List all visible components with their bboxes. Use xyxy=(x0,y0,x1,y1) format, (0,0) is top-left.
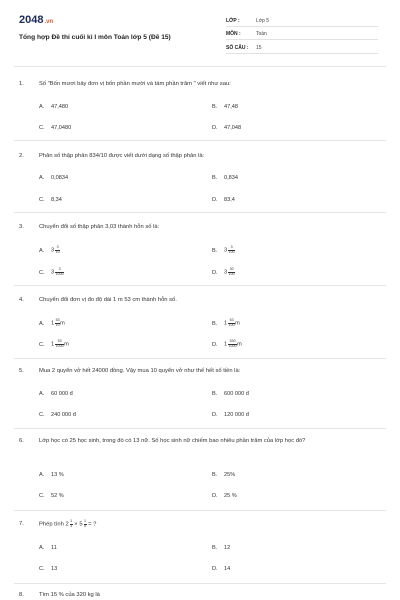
option-letter: C. xyxy=(39,493,45,499)
question-text: Chuyển đổi đơn vị đo độ dài 1 m 53 cm thành hỗn số. xyxy=(39,297,177,303)
info-row-count xyxy=(226,45,378,51)
numerator: 1 xyxy=(84,519,87,523)
option-5a[interactable] xyxy=(39,390,73,398)
numerator: 3 xyxy=(55,268,64,273)
option-6a[interactable] xyxy=(39,471,64,479)
option-3a[interactable] xyxy=(39,246,60,255)
option-value: 13 % xyxy=(51,472,64,478)
option-value: 25 % xyxy=(224,493,237,499)
option-letter: B. xyxy=(212,391,218,397)
header-separator xyxy=(14,66,386,67)
logo-suffix: .vn xyxy=(44,19,54,25)
option-2c[interactable] xyxy=(39,196,62,204)
question-6 xyxy=(19,437,381,446)
question-number: 4. xyxy=(19,297,24,303)
fraction xyxy=(228,268,235,276)
question-separator xyxy=(14,140,386,141)
mixed-whole: 1 xyxy=(224,320,228,327)
mixed-whole: 2 xyxy=(65,521,69,528)
option-letter: A. xyxy=(39,545,45,551)
text-suffix: = ? xyxy=(86,521,97,528)
option-2b[interactable] xyxy=(212,174,238,182)
numerator: 53 xyxy=(55,318,60,322)
fraction xyxy=(55,268,64,276)
denominator: 10 xyxy=(55,322,60,327)
fraction xyxy=(70,520,73,528)
option-4d[interactable] xyxy=(212,340,242,349)
question-number: 2. xyxy=(19,153,24,159)
option-1b[interactable] xyxy=(212,103,238,111)
question-text: Số "Bốn mươi bảy đơn vị bốn phần mười và tám phần trăm " viết như sau: xyxy=(39,81,231,87)
question-text: Mua 2 quyển vở hết 24000 đồng. Vậy mua 10 quyển vở như thế hết số tiền là: xyxy=(39,368,241,374)
option-value: 25% xyxy=(224,472,236,478)
question-number: 1. xyxy=(19,81,24,87)
option-6b[interactable] xyxy=(212,471,235,479)
option-letter: D. xyxy=(212,125,218,131)
mixed-whole: 5 xyxy=(79,521,83,528)
info-value: Lớp 5 xyxy=(256,18,270,24)
option-6c[interactable] xyxy=(39,492,64,500)
question-7 xyxy=(19,520,381,530)
option-value: 240 000 đ xyxy=(51,412,76,418)
option-letter: B. xyxy=(212,247,218,254)
divider xyxy=(226,39,378,40)
question-number: 7. xyxy=(19,521,24,527)
option-value: 0,834 xyxy=(224,175,238,181)
info-value: 15 xyxy=(256,45,262,51)
question-number: 5. xyxy=(19,368,24,374)
option-letter: A. xyxy=(39,104,45,110)
question-separator xyxy=(14,510,386,511)
option-value: 47,0480 xyxy=(51,125,72,131)
option-letter: D. xyxy=(212,341,218,348)
mixed-whole: 3 xyxy=(224,247,228,254)
numerator: 3 xyxy=(56,245,59,249)
option-letter: A. xyxy=(39,175,45,181)
info-key: SỐ CÂU : xyxy=(226,45,249,51)
option-letter: D. xyxy=(212,493,218,499)
question-2 xyxy=(19,152,381,161)
numerator: 53 xyxy=(229,318,234,322)
text-prefix: Phép tính xyxy=(39,521,66,528)
option-7d[interactable] xyxy=(212,565,230,573)
option-letter: B. xyxy=(212,175,218,181)
option-letter: C. xyxy=(39,125,45,131)
option-1d[interactable] xyxy=(212,124,241,132)
numerator: 1 xyxy=(70,519,73,523)
denominator: 100 xyxy=(228,249,235,254)
unit: m xyxy=(60,320,65,327)
option-4c[interactable] xyxy=(39,340,69,349)
option-value: 8,34 xyxy=(51,197,62,203)
option-value: 47,48 xyxy=(224,104,238,110)
option-letter: C. xyxy=(39,412,45,418)
denominator: 1000 xyxy=(228,343,237,348)
option-2a[interactable] xyxy=(39,174,68,182)
option-value: 14 xyxy=(224,566,231,572)
question-number: 8. xyxy=(19,592,24,598)
option-value: 11 xyxy=(51,545,57,551)
option-6d[interactable] xyxy=(212,492,237,500)
question-4 xyxy=(19,296,381,305)
option-value: 0,0834 xyxy=(51,175,69,181)
question-number: 3. xyxy=(19,224,24,230)
option-7a[interactable] xyxy=(39,544,57,552)
divider xyxy=(226,53,378,54)
option-5d[interactable] xyxy=(212,411,249,419)
unit: m xyxy=(235,320,240,327)
option-letter: D. xyxy=(212,412,218,418)
question-3 xyxy=(19,223,381,232)
denominator: 100 xyxy=(228,322,235,327)
option-letter: D. xyxy=(212,197,218,203)
logo-text: 2048 xyxy=(19,14,44,26)
option-letter: C. xyxy=(39,197,45,203)
fraction xyxy=(55,246,60,254)
option-value: 47,480 xyxy=(51,104,69,110)
site-logo[interactable] xyxy=(19,14,53,26)
option-letter: B. xyxy=(212,545,218,551)
denominator: 5 xyxy=(84,523,87,528)
document-title: Tổng hợp Đề thi cuối kì I môn Toán lớp 5 (Đề 15) xyxy=(19,34,171,41)
option-value: 13 xyxy=(51,566,58,572)
fraction xyxy=(228,246,235,254)
option-value: 52 % xyxy=(51,493,64,499)
question-separator xyxy=(14,212,386,213)
denominator: 10 xyxy=(55,249,60,254)
mixed-whole: 3 xyxy=(51,269,55,276)
question-8 xyxy=(19,591,381,600)
question-separator xyxy=(14,583,386,584)
option-5c[interactable] xyxy=(39,411,76,419)
option-7c[interactable] xyxy=(39,565,57,573)
option-4b[interactable] xyxy=(212,319,240,328)
question-text: Tìm 15 % của 320 kg là xyxy=(39,592,100,598)
denominator: 3 xyxy=(70,523,73,528)
option-letter: B. xyxy=(212,320,218,327)
divider xyxy=(226,26,378,27)
mixed-whole: 3 xyxy=(51,247,55,254)
option-1a[interactable] xyxy=(39,103,68,111)
fraction xyxy=(55,340,64,348)
question-text: Chuyển đổi số thập phân 3,03 thành hỗn số là: xyxy=(39,224,160,230)
info-key: LỚP : xyxy=(226,18,240,24)
option-value: 12 xyxy=(224,545,231,551)
option-letter: B. xyxy=(212,104,218,110)
question-1 xyxy=(19,80,381,89)
unit: m xyxy=(237,341,242,348)
option-value: 600 000 đ xyxy=(224,391,249,397)
info-key: MÔN : xyxy=(226,31,241,37)
option-value: 60 000 đ xyxy=(51,391,73,397)
mixed-whole: 1 xyxy=(51,341,55,348)
question-separator xyxy=(14,285,386,286)
numerator: 30 xyxy=(229,267,234,271)
question-text xyxy=(39,520,381,530)
info-row-subject xyxy=(226,31,378,37)
mixed-whole: 1 xyxy=(224,341,228,348)
option-value: 120 000 đ xyxy=(224,412,249,418)
option-value: 83,4 xyxy=(224,197,235,203)
numerator: 3 xyxy=(228,246,235,251)
option-letter: B. xyxy=(212,472,218,478)
mixed-whole: 1 xyxy=(51,320,55,327)
option-letter: A. xyxy=(39,391,45,397)
mixed-whole: 3 xyxy=(224,269,228,276)
fraction xyxy=(228,340,237,348)
question-number: 6. xyxy=(19,438,24,444)
option-letter: A. xyxy=(39,247,45,254)
option-letter: C. xyxy=(39,341,45,348)
option-letter: C. xyxy=(39,269,45,276)
option-3c[interactable] xyxy=(39,268,64,277)
option-value: 47,048 xyxy=(224,125,242,131)
question-text: Lớp học có 25 học sinh, trong đó có 13 nữ. Số học sinh nữ chiếm bao nhiêu phần trăm của lớp học đó? xyxy=(39,438,306,444)
denominator: 1000 xyxy=(55,343,64,348)
question-separator xyxy=(14,428,386,429)
option-4a[interactable] xyxy=(39,319,65,328)
question-separator xyxy=(14,358,386,359)
option-letter: D. xyxy=(212,566,218,572)
option-1c[interactable] xyxy=(39,124,71,132)
option-3b[interactable] xyxy=(212,246,235,255)
option-letter: A. xyxy=(39,472,45,478)
question-5 xyxy=(19,367,381,376)
operator: × xyxy=(74,521,78,528)
denominator: 100 xyxy=(228,271,235,276)
numerator: 53 xyxy=(55,340,64,345)
option-letter: A. xyxy=(39,320,45,327)
option-letter: C. xyxy=(39,566,45,572)
numerator: 530 xyxy=(229,339,236,343)
denominator: 1000 xyxy=(55,271,64,276)
question-text: Phân số thập phân 834/10 được viết dưới dạng số thập phân là: xyxy=(39,153,205,159)
info-row-class xyxy=(226,18,378,24)
unit: m xyxy=(64,341,69,348)
option-5b[interactable] xyxy=(212,390,249,398)
option-3d[interactable] xyxy=(212,268,235,277)
option-2d[interactable] xyxy=(212,196,235,204)
option-7b[interactable] xyxy=(212,544,230,552)
info-value: Toán xyxy=(256,31,267,37)
option-letter: D. xyxy=(212,269,218,276)
